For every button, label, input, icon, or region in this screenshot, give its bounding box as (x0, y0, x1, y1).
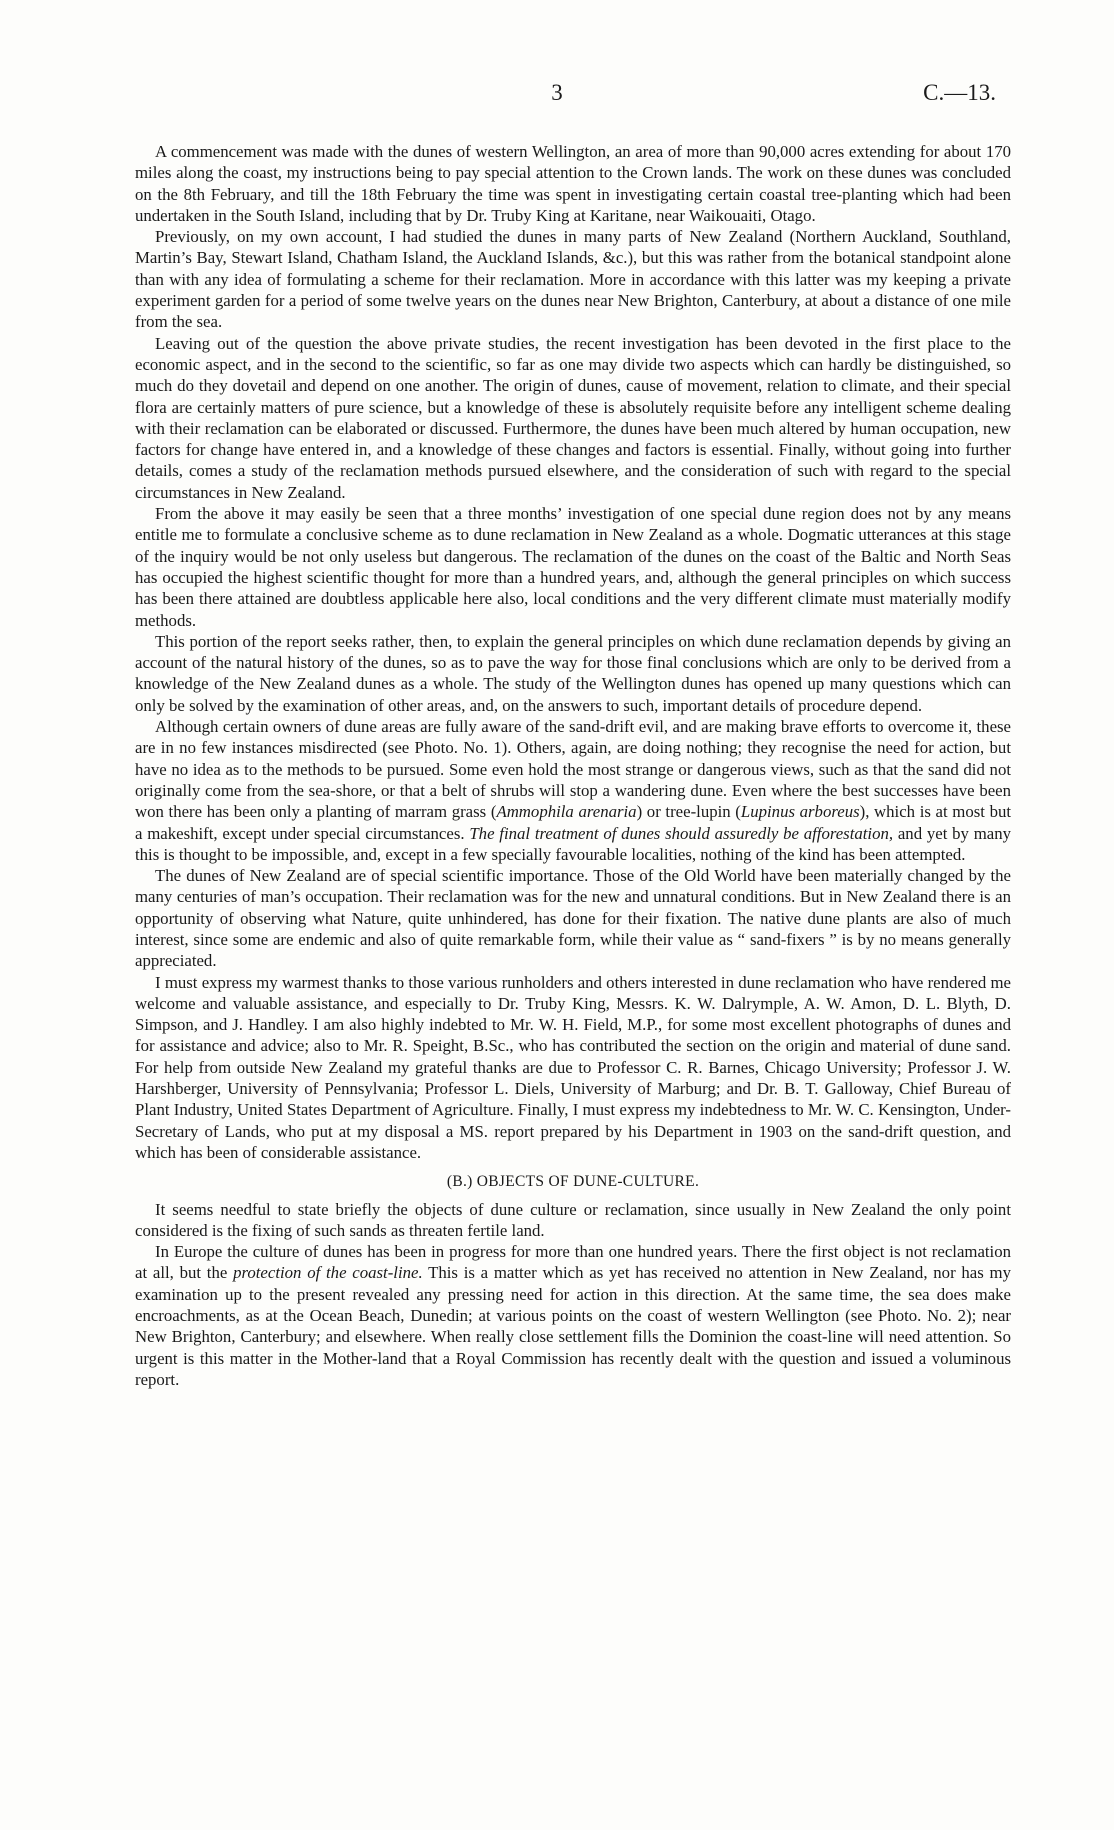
paragraph: Previously, on my own account, I had studied the dunes in many parts of New Zealand (Northern Auckland, Southland, Martin’s Bay, Stewart Island, Chatham Island, the Auckland Islands, &c.), but this was rather from the botanical standpoint alone than with any idea of formulating a scheme for their reclamation. More in accordance with this latter was my keeping a private experiment garden for a period of some twelve years on the dunes near New Brighton, Canterbury, at about a distance of one mile from the sea. (135, 227, 1011, 332)
text-run: ), which is at most but a makeshift, except under special circumstances. (135, 802, 1012, 843)
document-body (135, 141, 1011, 1390)
paragraph: I must express my warmest thanks to those various runholders and others interested in dune reclamation who have rendered me welcome and valuable assistance, and especially to Dr. Truby King, Messrs. K. W. Dalrymple, A. W. Amon, D. L. Blyth, D. Simpson, and J. Handley. I am also highly indebted to Mr. W. H. Field, M.P., for some most excellent photographs of dunes and for assistance and advice; also to Mr. R. Speight, B.Sc., who has contributed the section on the origin and material of dune sand. For help from outside New Zealand my grateful thanks are due to Professor C. R. Barnes, Chicago University; Professor J. W. Harshberger, University of Pennsylvania; Professor L. Diels, University of Marburg; and Dr. B. T. Galloway, Chief Bureau of Plant Industry, United States Department of Agriculture. Finally, I must express my indebtedness to Mr. W. C. Kensington, Under-Secretary of Lands, who put at my disposal a MS. report prepared by his Department in 1903 on the sand-drift question, and which has been of considerable assistance. (135, 972, 1011, 1162)
text-run: This is a matter which as yet has received no attention in New Zealand, nor has my examination up to the present revealed any pressing need for action in this direction. At the same time, the sea does make encroachments, as at the Ocean Beach, Dunedin; at various points on the coast of western Wellington (see Photo. No. 2); near New Brighton, Canterbury; and elsewhere. When really close settlement fills the Dominion the coast-line will need attention. So urgent is this matter in the Mother-land that a Royal Commission has recently dealt with the question and issued a voluminous report. (135, 1263, 1011, 1389)
italic-species-name: Ammophila arenaria (496, 802, 637, 822)
paragraph (135, 716, 1011, 865)
text-run: Although certain owners of dune areas are fully aware of the sand-drift evil, and are making brave efforts to overcome it, these are in no few instances misdirected (see Photo. No. 1). Others, again, are doing nothing; they recognise the need for action, but have no idea as to the methods to be pursued. Some even hold the most strange or dangerous views, such as that the sand did not originally come from the sea-shore, or that a belt of shrubs will stop a wandering dune. Even where the best successes have been won there has been only a planting of marram grass ( (135, 717, 1011, 822)
paragraph: From the above it may easily be seen that a three months’ investigation of one special dune region does not by any means entitle me to formulate a conclusive scheme as to dune reclamation in New Zealand as a whole. Dogmatic utterances at this stage of the inquiry would be not only useless but dangerous. The reclamation of the dunes on the coast of the Baltic and North Seas has occupied the highest scientific thought for more than a hundred years, and, although the general principles on which success has been there attained are doubtless applicable here also, local conditions and the very different climate must materially modify methods. (135, 504, 1011, 630)
italic-species-name: Lupinus arboreus (740, 802, 860, 822)
italic-emphasis: protection of the coast-line. (233, 1263, 423, 1283)
page-header (118, 80, 996, 110)
section-heading: (B.) OBJECTS OF DUNE-CULTURE. (446, 1173, 700, 1191)
paragraph: Leaving out of the question the above private studies, the recent investigation has been devoted in the first place to the economic aspect, and in the second to the scientific, so far as one may divide two aspects which can hardly be distinguished, so much do they dovetail and depend on one another. The origin of dunes, cause of movement, relation to climate, and their special flora are certainly matters of pure science, but a knowledge of these is absolutely requisite before any intelligent scheme dealing with their reclamation can be elaborated or discussed. Furthermore, the dunes have been much altered by human occupation, new factors for change have entered in, and a knowledge of these changes and factors is essential. Finally, without going into further details, comes a study of the reclamation methods pursued elsewhere, and the consideration of such with regard to the special circumstances in New Zealand. (135, 333, 1011, 502)
italic-emphasis: The final treatment of dunes should assuredly be afforestation, (469, 823, 894, 843)
text-run: and yet by many this is thought to be impossible, and, except in a few specially favourable localities, nothing of the kind has been attempted. (135, 823, 1011, 864)
text-run: In Europe the culture of dunes has been in progress for more than one hundred years. There the first object is not reclamation at all, but the (135, 1242, 1011, 1283)
paragraph: This portion of the report seeks rather, then, to explain the general principles on which dune reclamation depends by giving an account of the natural history of the dunes, so as to pave the way for those final conclusions which are only to be derived from a knowledge of the New Zealand dunes as a whole. The study of the Wellington dunes has opened up many questions which can only be solved by the examination of other areas, and, on the answers to such, important details of procedure depend. (135, 631, 1011, 715)
paragraph: A commencement was made with the dunes of western Wellington, an area of more than 90,000 acres extending for about 170 miles along the coast, my instructions being to pay special attention to the Crown lands. The work on these dunes was concluded on the 8th February, and till the 18th February the time was spent in investigating certain coastal tree-planting which had been undertaken in the South Island, including that by Dr. Truby King at Karitane, near Waikouaiti, Otago. (135, 142, 1011, 225)
page-number: 3 (551, 80, 563, 105)
paragraph: It seems needful to state briefly the objects of dune culture or reclamation, since usually in New Zealand the only point considered is the fixing of such sands as threaten fertile land. (135, 1199, 1011, 1240)
document-code: C.—13. (923, 80, 996, 105)
text-run: ) or tree-lupin ( (636, 802, 741, 822)
paragraph (135, 1241, 1011, 1390)
paragraph: The dunes of New Zealand are of special scientific importance. Those of the Old World have been materially changed by the many centuries of man’s occupation. Their reclamation was for the new and unnatural conditions. But in New Zealand there is an opportunity of observing what Nature, quite unhindered, has done for their fixation. The native dune plants are also of much interest, since some are endemic and also of quite remarkable form, while their value as “ sand-fixers ” is by no means generally appreciated. (135, 866, 1011, 971)
